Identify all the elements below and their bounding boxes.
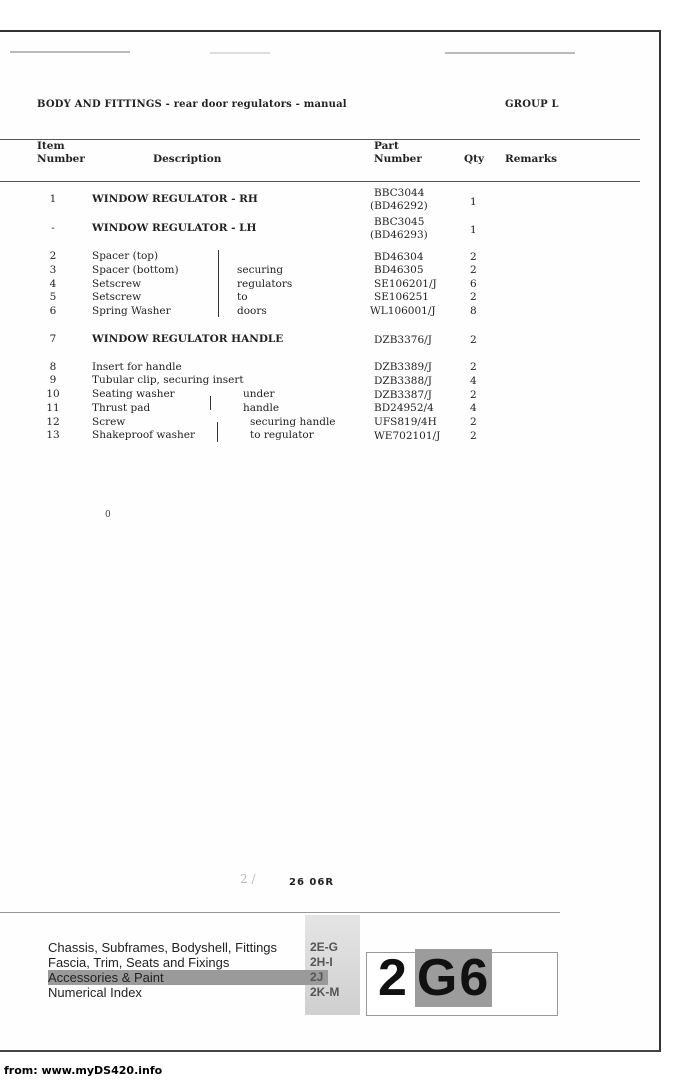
quantity: 2 bbox=[470, 416, 477, 428]
part-number: DZB3387/J bbox=[374, 389, 432, 401]
item-number: 11 bbox=[46, 402, 60, 414]
quantity: 4 bbox=[470, 375, 477, 387]
part-number: DZB3376/J bbox=[374, 334, 432, 346]
item-description: WINDOW REGULATOR - LH bbox=[92, 222, 257, 234]
quantity: 8 bbox=[470, 305, 477, 317]
quantity: 2 bbox=[470, 264, 477, 276]
item-description: Spacer (bottom) bbox=[92, 264, 179, 276]
col-part-header: Part Number bbox=[374, 140, 422, 165]
quantity: 2 bbox=[470, 430, 477, 442]
item-description: Seating washer bbox=[92, 388, 175, 400]
item-number: 4 bbox=[49, 278, 57, 290]
item-description: Setscrew bbox=[92, 278, 142, 290]
columns-rule bbox=[0, 181, 640, 182]
part-number: WL106001/J bbox=[370, 305, 436, 317]
part-number: BBC3044 bbox=[374, 187, 425, 199]
part-number: BD46304 bbox=[374, 251, 424, 263]
item-description: WINDOW REGULATOR - RH bbox=[92, 193, 258, 205]
scan-smudge bbox=[445, 52, 575, 54]
page-code bbox=[378, 948, 492, 1008]
item-number: 1 bbox=[49, 193, 57, 205]
item-number: 7 bbox=[49, 333, 57, 345]
quantity: 1 bbox=[470, 224, 477, 236]
col-item-header: Item Number bbox=[37, 140, 85, 165]
quantity: 2 bbox=[470, 291, 477, 303]
index-item-numerical[interactable]: Numerical Index bbox=[48, 985, 142, 1000]
item-number: 3 bbox=[49, 264, 57, 276]
page-code-section: G6 bbox=[416, 949, 491, 1007]
part-number: UFS819/4H bbox=[374, 416, 437, 428]
scan-smudge bbox=[10, 51, 130, 53]
index-item-accessories[interactable]: Accessories & Paint bbox=[48, 970, 328, 985]
quantity: 1 bbox=[470, 196, 477, 208]
index-code: 2E-G bbox=[310, 940, 339, 954]
item-description: Shakeproof washer bbox=[92, 429, 196, 441]
quantity: 4 bbox=[470, 402, 477, 414]
item-description: Spring Washer bbox=[92, 305, 171, 317]
page-title: BODY AND FITTINGS - rear door regulators - manual bbox=[37, 99, 347, 110]
faint-stamp: 2 / bbox=[240, 872, 256, 886]
grouped-note: doors bbox=[237, 305, 267, 317]
grouped-note: regulators bbox=[237, 278, 293, 290]
grouped-note: under bbox=[243, 388, 275, 400]
part-number-alt: (BD46292) bbox=[370, 200, 428, 212]
part-number: BBC3045 bbox=[374, 216, 425, 228]
item-number: 8 bbox=[49, 361, 57, 373]
index-code: 2K-M bbox=[310, 985, 340, 999]
col-qty-header: Qty bbox=[464, 153, 485, 165]
index-code: 2H-I bbox=[310, 955, 333, 969]
page-stamp: 26 06R bbox=[289, 877, 335, 888]
part-number: WE702101/J bbox=[374, 430, 441, 442]
quantity: 2 bbox=[470, 389, 477, 401]
item-description: Tubular clip, securing insert bbox=[92, 374, 244, 386]
item-number: - bbox=[51, 222, 55, 234]
part-number: SE106201/J bbox=[374, 278, 437, 290]
grouped-note: securing handle bbox=[250, 416, 336, 428]
item-description: Screw bbox=[92, 416, 126, 428]
col-remarks-header: Remarks bbox=[505, 153, 558, 165]
item-description: WINDOW REGULATOR HANDLE bbox=[92, 333, 284, 345]
part-number: DZB3388/J bbox=[374, 375, 432, 387]
item-number: 5 bbox=[49, 291, 57, 303]
grouped-note: securing bbox=[237, 264, 284, 276]
grouped-note: handle bbox=[243, 402, 280, 414]
source-note: from: www.myDS420.info bbox=[4, 1064, 163, 1077]
item-number: 9 bbox=[49, 374, 57, 386]
part-number: SE106251 bbox=[374, 291, 429, 303]
item-description: Insert for handle bbox=[92, 361, 182, 373]
item-number: 13 bbox=[46, 429, 60, 441]
stray-mark: 0 bbox=[105, 510, 111, 520]
header-rule bbox=[0, 139, 640, 140]
index-item-fascia[interactable]: Fascia, Trim, Seats and Fixings bbox=[48, 955, 230, 970]
item-number: 6 bbox=[49, 305, 57, 317]
group-label: GROUP L bbox=[505, 99, 559, 110]
page-code-number: 2 bbox=[378, 949, 409, 1007]
col-description-header: Description bbox=[153, 153, 222, 165]
quantity: 2 bbox=[470, 334, 477, 346]
group-bracket bbox=[217, 422, 218, 442]
part-number: BD46305 bbox=[374, 264, 424, 276]
grouped-note: to regulator bbox=[250, 429, 314, 441]
quantity: 2 bbox=[470, 361, 477, 373]
item-number: 2 bbox=[49, 250, 57, 262]
quantity: 2 bbox=[470, 251, 477, 263]
part-number: DZB3389/J bbox=[374, 361, 432, 373]
grouped-note: to bbox=[237, 291, 248, 303]
section-index bbox=[48, 940, 328, 1000]
item-description: Setscrew bbox=[92, 291, 142, 303]
part-number-alt: (BD46293) bbox=[370, 229, 428, 241]
item-description: Spacer (top) bbox=[92, 250, 159, 262]
index-item-chassis[interactable]: Chassis, Subframes, Bodyshell, Fittings bbox=[48, 940, 278, 955]
group-bracket bbox=[218, 250, 219, 317]
scan-smudge bbox=[210, 52, 270, 54]
part-number: BD24952/4 bbox=[374, 402, 434, 414]
quantity: 6 bbox=[470, 278, 477, 290]
page-frame bbox=[0, 30, 661, 1052]
item-description: Thrust pad bbox=[92, 402, 151, 414]
item-number: 12 bbox=[46, 416, 60, 428]
index-code: 2J bbox=[310, 970, 324, 984]
item-number: 10 bbox=[46, 388, 60, 400]
group-bracket bbox=[210, 396, 211, 410]
